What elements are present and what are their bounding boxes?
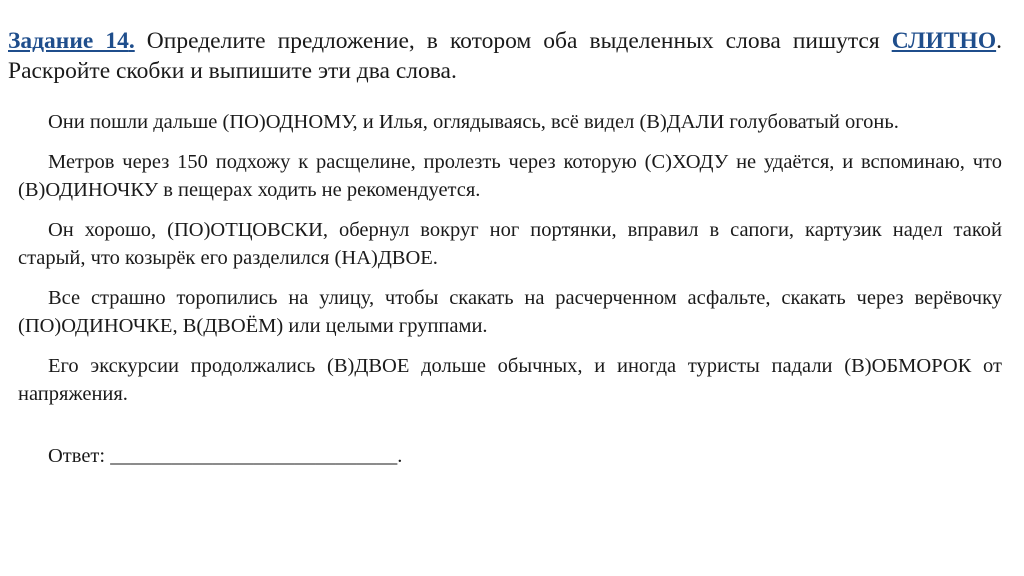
sentence-list: [8, 108, 1002, 408]
instruction-text-part1: Определите предложение, в котором оба выделенных слова пишутся: [134, 28, 892, 54]
sentence-4: Все страшно торопились на улицу, чтобы скакать на расчерченном асфальте, скакать через верёвочку (ПО)ОДИНОЧКЕ, В(ДВОЁМ) или целыми группами.: [18, 287, 1002, 337]
answer-label: Ответ:: [48, 445, 111, 467]
task-number-period: .: [128, 28, 135, 54]
task-instruction: [8, 26, 1002, 86]
sentence-2: Метров через 150 подхожу к расщелине, пролезть через которую (С)ХОДУ не удаётся, и вспоминаю, что (В)ОДИНОЧКУ в пещерах ходить не рекомендуется.: [18, 151, 1002, 201]
answer-end: .: [397, 445, 403, 467]
sentence-3: Он хорошо, (ПО)ОТЦОВСКИ, обернул вокруг ног портянки, вправил в сапоги, картузик надел такой старый, что козырёк его разделился (НА)ДВОЕ.: [18, 219, 1002, 269]
sentence-1: Они пошли дальше (ПО)ОДНОМУ, и Илья, оглядываясь, всё видел (В)ДАЛИ голубоватый огонь.: [48, 111, 899, 133]
sentence-5: Его экскурсии продолжались (В)ДВОЕ дольше обычных, и иногда туристы падали (В)ОБМОРОК от напряжения.: [18, 355, 1002, 405]
answer-blank[interactable]: ____________________________: [110, 445, 398, 467]
emphasis-word: СЛИТНО: [891, 28, 997, 54]
instruction-text-part2: . Раскройте скобки и выпишите эти два слова.: [8, 28, 1002, 84]
answer-line: [48, 442, 1002, 470]
task-number-label: Задание 14: [8, 28, 129, 54]
